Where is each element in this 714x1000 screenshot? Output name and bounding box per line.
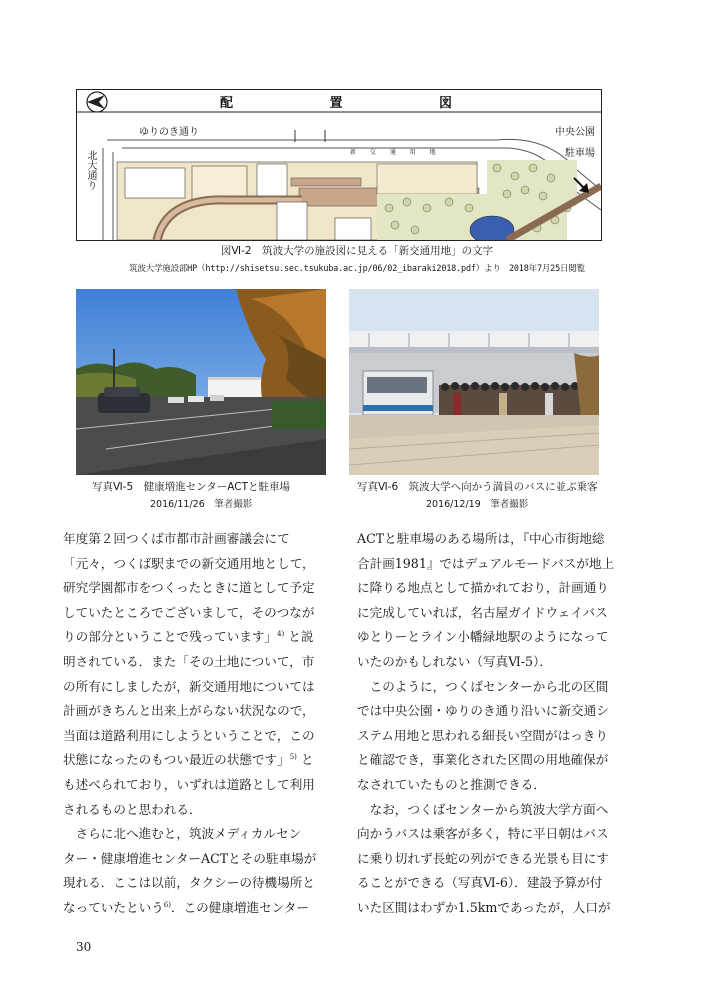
text-line: なされていたものと推測できる． xyxy=(357,776,546,792)
photo1-credit: 2016/11/26 筆者撮影 xyxy=(150,499,253,510)
text-line: 現れる．ここは以前，タクシーの待機場所と xyxy=(63,875,315,891)
text-line: 「元々，つくば駅までの新交通用地として， xyxy=(63,555,315,571)
text-line: では中央公園・ゆりのき通り沿いに新交通シ xyxy=(357,703,609,719)
text-line: と確認でき，事業化された区間の用地確保が xyxy=(357,752,609,768)
footnote-reference: 4) xyxy=(277,630,285,639)
site-plan-figure xyxy=(76,89,602,241)
new-transit-land-label: 新 交 通 用 地 xyxy=(350,149,442,156)
text-line: に完成していれば，名古屋ガイドウェイバス xyxy=(357,604,608,620)
text-line: されるものと思われる． xyxy=(63,801,202,817)
text-line: 状態になったのもつい最近の状態です」$^{5)}$ と xyxy=(63,752,314,768)
text-line: このように，つくばセンターから北の区間 xyxy=(357,678,609,694)
text-line: 合計画1981』ではデュアルモードバスが地上 xyxy=(357,555,615,571)
kitaodori-road-label: 北大通り xyxy=(85,150,96,190)
figure-caption: 図Ⅵ-2 筑波大学の施設図に見える「新交通用地」の文字 xyxy=(220,245,494,257)
footnote-reference: 6) xyxy=(163,900,171,909)
photo2-caption: 写真Ⅵ-6 筑波大学へ向かう満員のバスに並ぶ乗客 xyxy=(357,481,598,493)
text-line: りの部分ということで残っています」$^{4)}$ と説 xyxy=(63,629,314,645)
text-line: 明されている．また「その土地について，市 xyxy=(63,653,315,669)
text-line: なお，つくばセンターから筑波大学方面へ xyxy=(357,801,609,817)
text-line: ステム用地と思われる細長い空間がはっきり xyxy=(357,727,608,743)
photo2-credit: 2016/12/19 筆者撮影 xyxy=(426,499,529,510)
figure-source: 筑波大学施設部HP（http://shisetsu.sec.tsukuba.ac.jp/06/02_ibaraki2018.pdf）より 2018年7月25日閲覧 xyxy=(129,264,585,274)
text-line: ACTと駐車場のある場所は，『中心市街地総 xyxy=(357,531,605,546)
text-line: に乗り切れず長蛇の列ができる光景も目にす xyxy=(357,850,609,866)
chuo-park-label: 中央公園 xyxy=(555,127,595,138)
text-line: さらに北へ進むと，筑波メディカルセン xyxy=(63,826,302,842)
text-line: していたところでございまして，そのつなが xyxy=(63,604,315,620)
footnote-reference: 5) xyxy=(289,753,297,762)
text-line: なっていたという$^{6)}$．この健康増進センター xyxy=(63,899,309,915)
page-number: 30 xyxy=(76,940,92,954)
text-line: ゆとりーとライン小幡緑地駅のようになって xyxy=(357,629,609,645)
text-line: も述べられており，いずれは道路として利用 xyxy=(63,776,315,792)
text-line: 年度第２回つくば市都市計画審議会にて xyxy=(63,531,290,546)
yurinoki-road-label: ゆりのき通り xyxy=(139,127,199,138)
right-text-column xyxy=(357,527,615,921)
text-line: に降りる地点として描かれており，計画通り xyxy=(357,580,609,596)
text-line: ター・健康増進センターACTとその駐車場が xyxy=(63,850,317,866)
left-text-column xyxy=(63,527,325,921)
text-line: いた区間はわずか1.5kmであったが，人口が xyxy=(357,899,611,915)
text-line: ることができる（写真Ⅵ-6）．建設予算が付 xyxy=(357,875,603,891)
photo-act-parking xyxy=(76,289,326,475)
text-line: 研究学園都市をつくったときに道として予定 xyxy=(63,580,315,596)
text-line: 向かうバスは乗客が多く，特に平日朝はバス xyxy=(357,826,609,842)
text-line: 当面は道路利用にしようということで，この xyxy=(63,727,315,743)
parking-label: 駐車場 xyxy=(565,148,595,159)
site-plan-drawing xyxy=(77,90,601,240)
text-line: 計画がきちんと出来上がらない状況なので， xyxy=(63,703,315,719)
site-plan-title: 配 置 図 xyxy=(219,96,499,111)
photo-bus-queue xyxy=(349,289,599,475)
text-line: の所有にしましたが，新交通用地については xyxy=(63,678,315,694)
text-line: いたのかもしれない（写真Ⅵ-5）． xyxy=(357,653,552,669)
photo1-caption: 写真Ⅵ-5 健康増進センターACTと駐車場 xyxy=(92,481,290,493)
